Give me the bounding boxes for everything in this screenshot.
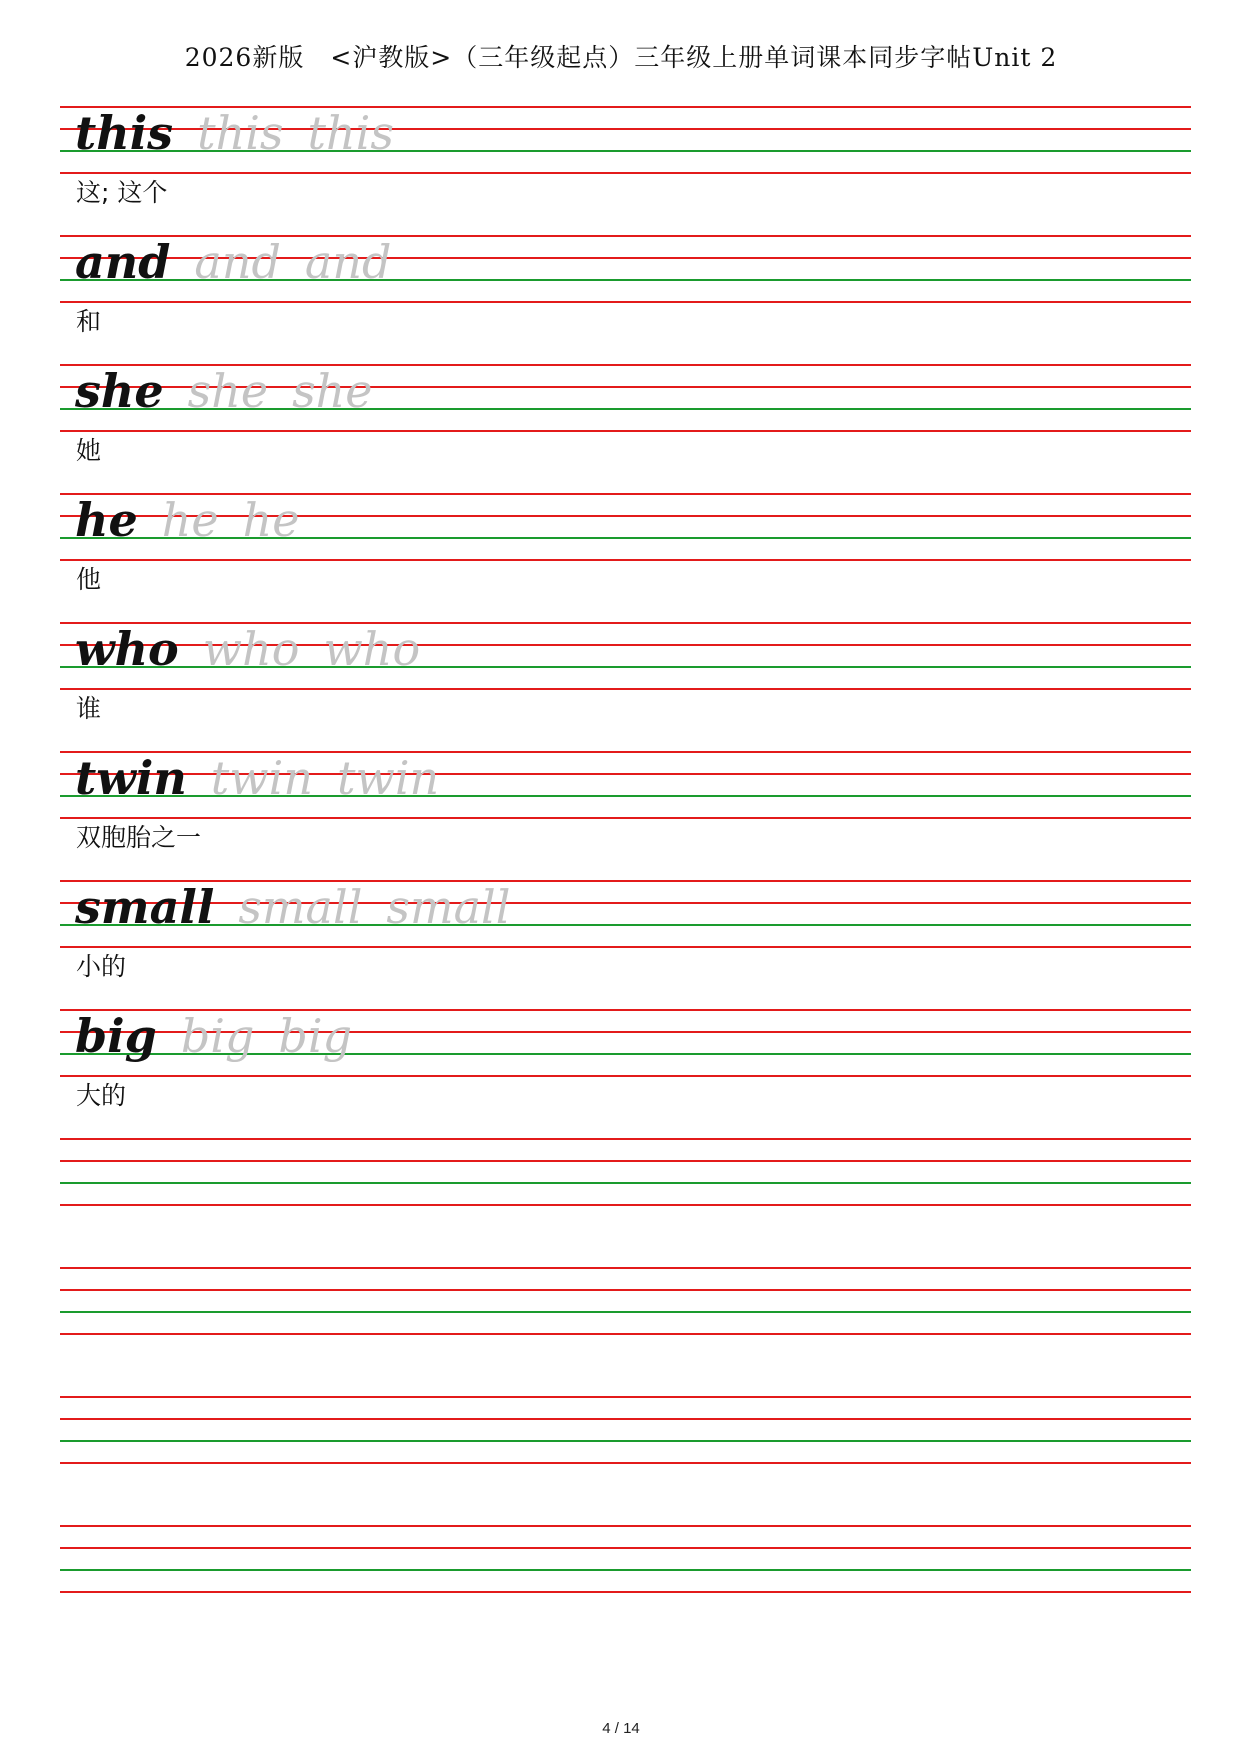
guide-rule [60,559,1191,561]
baseline-rule [60,1182,1191,1184]
word-meaning: 她 [76,436,102,465]
guide-rule [60,1591,1191,1593]
word-text: small [75,880,215,934]
guide-rule [60,688,1191,690]
guide-rule [60,1160,1191,1162]
practice-word [75,622,421,676]
trace-word: small [238,880,363,934]
guide-rule [60,1075,1191,1077]
trace-word: she [292,364,373,418]
trace-word: and [304,235,392,289]
trace-word: big [180,1009,255,1063]
guide-rule [60,493,1191,495]
guide-rule [60,1396,1191,1398]
trace-word: this [197,106,284,160]
practice-word [75,493,300,547]
page-title: 2026新版 <沪教版>（三年级起点）三年级上册单词课本同步字帖Unit 2 [184,43,1058,72]
practice-word [75,235,392,289]
practice-word [75,880,511,934]
word-text: twin [75,751,187,805]
trace-word: who [202,622,300,676]
practice-word [75,364,373,418]
word-text: this [75,106,174,160]
guide-rule [60,1418,1191,1420]
word-text: and [75,235,171,289]
guide-rule [60,880,1191,882]
baseline-rule [60,1569,1191,1571]
trace-word: who [323,622,421,676]
word-meaning: 小的 [76,952,127,981]
trace-word: small [386,880,511,934]
baseline-rule [60,1311,1191,1313]
trace-word: he [242,493,300,547]
word-meaning: 大的 [76,1081,127,1110]
word-text: she [75,364,164,418]
word-text: he [75,493,138,547]
guide-rule [60,172,1191,174]
word-meaning: 他 [76,565,102,594]
guide-rule [60,1333,1191,1335]
word-meaning: 谁 [76,694,102,723]
word-meaning: 双胞胎之一 [76,823,202,852]
trace-word: she [187,364,269,418]
practice-word [75,751,440,805]
guide-rule [60,1204,1191,1206]
guide-rule [60,301,1191,303]
trace-word: this [307,106,394,160]
trace-word: twin [336,751,440,805]
word-text: who [75,622,179,676]
baseline-rule [60,1440,1191,1442]
guide-rule [60,946,1191,948]
word-meaning: 这; 这个 [76,178,168,207]
word-text: big [75,1009,157,1063]
guide-rule [60,1525,1191,1527]
trace-word: twin [210,751,313,805]
guide-rule [60,1267,1191,1269]
practice-word [75,1009,353,1063]
guide-rule [60,1547,1191,1549]
guide-rule [60,1462,1191,1464]
word-meaning: 和 [76,307,102,336]
trace-word: big [278,1009,353,1063]
guide-rule [60,1138,1191,1140]
trace-word: and [194,235,281,289]
page-number: 4 / 14 [602,1720,640,1737]
guide-rule [60,817,1191,819]
trace-word: he [161,493,219,547]
guide-rule [60,1289,1191,1291]
guide-rule [60,430,1191,432]
practice-word [75,106,394,160]
